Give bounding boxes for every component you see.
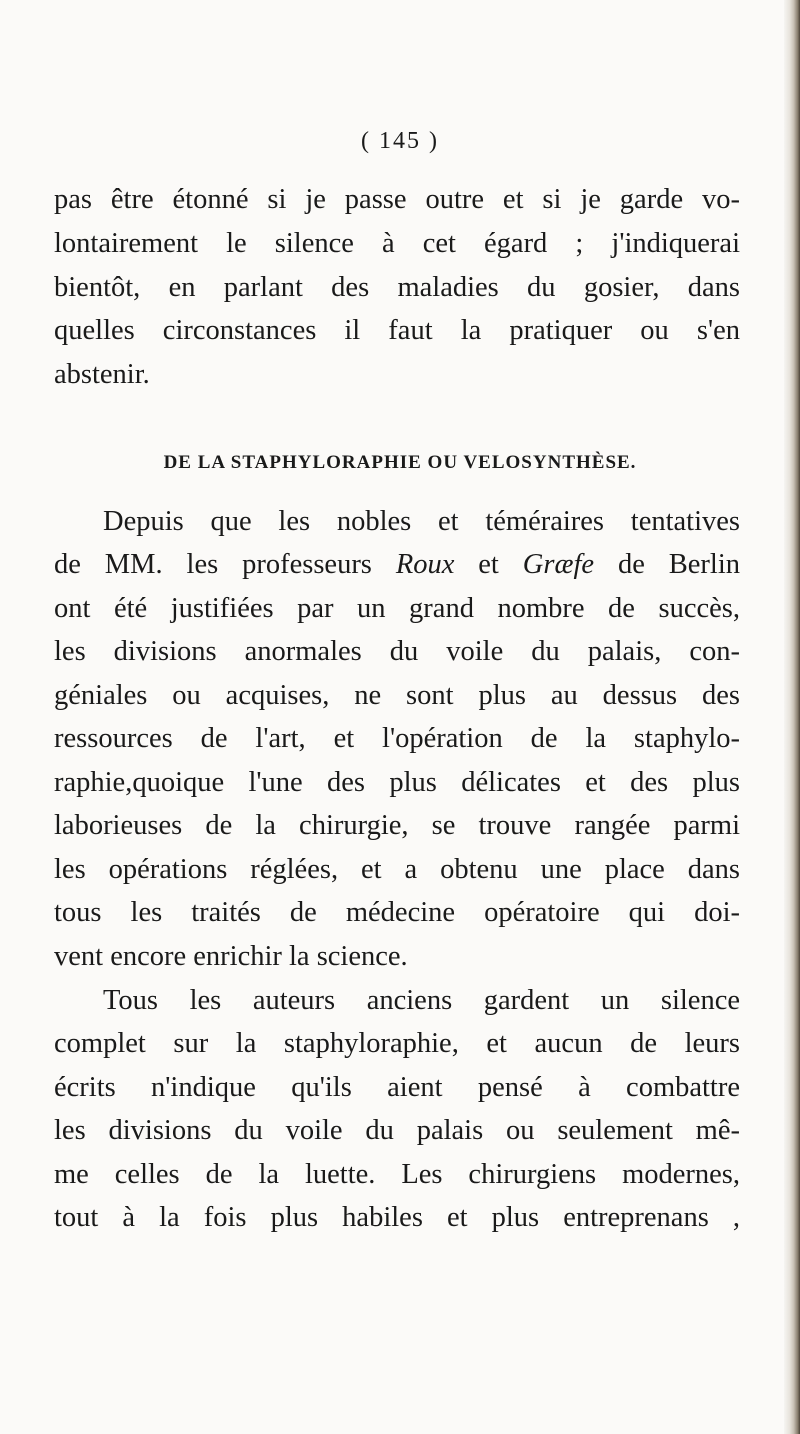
text-line: complet sur la staphyloraphie, et aucun de leurs [54, 1028, 740, 1059]
text-line: Tous les auteurs anciens gardent un silence [103, 985, 740, 1016]
text-line: les opérations réglées, et a obtenu une place dans [54, 854, 740, 885]
text-line: ont été justifiées par un grand nombre de succès, [54, 593, 740, 624]
text-fragment: de MM. les professeurs [54, 549, 396, 580]
text-line: raphie,quoique l'une des plus délicates et des plus [54, 767, 740, 798]
author-name-roux: Roux [395, 549, 455, 580]
text-line: tout à la fois plus habiles et plus entreprenans , [54, 1202, 740, 1233]
text-line: me celles de la luette. Les chirurgiens modernes, [54, 1159, 740, 1190]
text-line: les divisions du voile du palais ou seulement mê- [54, 1115, 740, 1146]
text-line: tous les traités de médecine opératoire qui doi- [54, 897, 740, 928]
text-fragment: et [454, 549, 523, 580]
text-line: quelles circonstances il faut la pratiquer ou s'en [54, 315, 740, 346]
text-line: géniales ou acquises, ne sont plus au dessus des [54, 680, 740, 711]
author-name-graefe: Græfe [522, 549, 595, 580]
section-heading: DE LA STAPHYLORAPHIE OU VELOSYNTHÈSE. [163, 452, 637, 473]
text-line: Depuis que les nobles et téméraires tentatives [103, 506, 740, 537]
text-line: lontairement le silence à cet égard ; j'indiquerai [54, 228, 740, 259]
text-line: bientôt, en parlant des maladies du gosier, dans [54, 272, 740, 303]
text-line: vent encore enrichir la science. [54, 941, 408, 972]
text-fragment: de Berlin [594, 549, 740, 580]
text-line: écrits n'indique qu'ils aient pensé à combattre [54, 1072, 740, 1103]
text-line: pas être étonné si je passe outre et si je garde vo- [54, 184, 740, 215]
text-line: laborieuses de la chirurgie, se trouve rangée parmi [54, 810, 740, 841]
text-line: ressources de l'art, et l'opération de la staphylo- [54, 723, 740, 754]
page-edge-shadow [784, 0, 800, 1434]
text-line-with-names [54, 551, 740, 580]
text-line: abstenir. [54, 359, 150, 390]
page-number: ( 145 ) [361, 128, 439, 154]
text-line: les divisions anormales du voile du palais, con- [54, 636, 740, 667]
